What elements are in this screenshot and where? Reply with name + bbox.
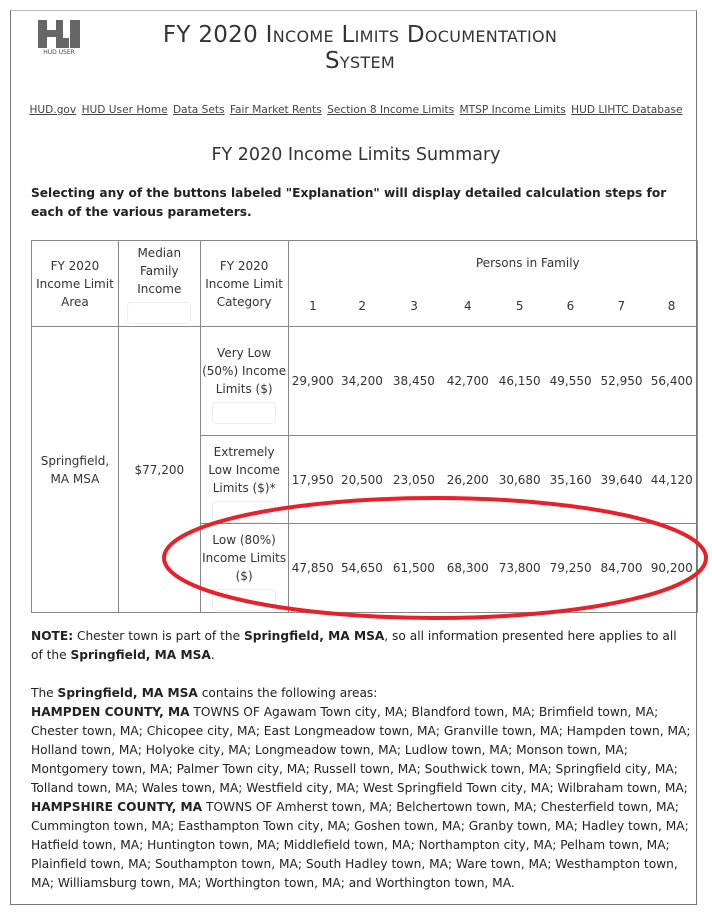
value-cell: 30,680 [495,436,545,524]
value-cell: 84,700 [597,524,647,613]
hampshire-label: HAMPSHIRE COUNTY, MA [31,800,203,814]
nav-link-data-sets[interactable]: Data Sets [172,104,225,116]
header-area: FY 2020 Income Limit Area [32,241,119,327]
income-limits-table [31,240,698,613]
title-line-2: System [324,48,396,74]
value-cell: 49,550 [545,327,597,436]
value-cell: 44,120 [647,436,698,524]
value-cell: 52,950 [597,327,647,436]
top-nav [0,104,712,116]
person-count: 7 [617,299,626,313]
value-cell: 79,250 [545,524,597,613]
persons-in-family-label: Persons in Family [475,256,580,270]
note-paragraph [31,627,691,665]
value-cell: 29,900 [288,327,337,436]
median-explanation-button[interactable] [127,302,191,324]
value-cell: 26,200 [441,436,495,524]
value-cell: 90,200 [647,524,698,613]
person-count: 4 [464,299,472,313]
hampden-towns: TOWNS OF Agawam Town city, MA; Blandford town, MA; Brimfield town, MA; Chester town, MA; Chicopee city, MA; East Longmeadow town, MA; Granville town, MA; Hampden town, MA; Holland town, MA; Holyoke city, MA; Longmeadow town, MA; Ludlow town, MA; Monson town, MA; Montgomery town, MA; Palmer Town city, MA; Russell town, MA; Southwick town, MA; Springfield city, MA; Tolland town, MA; Wales town, MA; Westfield city, MA; West Springfield Town city, MA; Wilbraham town, MA; [31,705,691,795]
extremely-low-explanation-button[interactable] [212,501,276,523]
category-extremely-low: Extremely Low Income Limits ($)* [200,436,288,524]
category-very-low: Very Low (50%) Income Limits ($) [200,327,288,436]
low-explanation-button[interactable] [212,589,276,611]
nav-link-hud-lihtc-database[interactable]: HUD LIHTC Database [571,104,683,116]
value-cell: 38,450 [387,327,441,436]
title-line-1: FY 2020 Income Limits Documentation [162,22,558,48]
header-persons [288,241,697,327]
hud-logo-icon [38,20,80,48]
note-msa: Springfield, MA MSA [70,648,211,662]
value-cell: 73,800 [495,524,545,613]
value-cell: 47,850 [288,524,337,613]
hud-user-logo[interactable] [36,20,82,58]
areas-paragraph [31,684,693,893]
nav-link-mtsp-income-limits[interactable]: MTSP Income Limits [459,104,566,116]
note-label: NOTE: [31,629,74,643]
person-count: 8 [667,299,676,313]
very-low-explanation-button[interactable] [212,402,276,424]
value-cell: 34,200 [337,327,387,436]
value-cell: 17,950 [288,436,337,524]
value-cell: 42,700 [441,327,495,436]
person-count: 3 [410,299,418,313]
nav-link-fair-market-rents[interactable]: Fair Market Rents [229,104,322,116]
value-cell: 54,650 [337,524,387,613]
median-income-cell: $77,200 [118,327,200,613]
person-count: 1 [309,299,317,313]
nav-link-hud-gov[interactable]: HUD.gov [29,104,77,116]
hampshire-towns: TOWNS OF Amherst town, MA; Belchertown town, MA; Chesterfield town, MA; Cummington town, MA; Easthampton Town city, MA; Goshen town, MA; Granby town, MA; Hadley town, MA; Hatfield town, MA; Huntington town, MA; Middlefield town, MA; Northampton city, MA; Pelham town, MA; Plainfield town, MA; Southampton town, MA; South Hadley town, MA; Ware town, MA; Westhampton town, MA; Williamsburg town, MA; Worthington town, MA; and Worthington town, MA. [31,800,689,890]
value-cell: 23,050 [387,436,441,524]
hampden-county-list [31,703,693,798]
note-text: , so all information presented here applies to all of the [31,629,677,662]
person-count: 2 [358,299,367,313]
value-cell: 68,300 [441,524,495,613]
value-cell: 46,150 [495,327,545,436]
category-low: Low (80%) Income Limits ($) [200,524,288,613]
person-count: 6 [566,299,575,313]
table-row-very-low [32,327,698,436]
intro-text: Selecting any of the buttons labeled "Explanation" will display detailed calculation steps for each of the various parameters. [31,186,667,219]
nav-link-hud-user-home[interactable]: HUD User Home [81,104,168,116]
nav-link-section8-income-limits[interactable]: Section 8 Income Limits [327,104,455,116]
value-cell: 56,400 [647,327,698,436]
value-cell: 39,640 [597,436,647,524]
area-cell: Springfield, MA MSA [32,327,119,613]
note-text: Chester town is part of the [73,629,244,643]
areas-intro: The Springfield, MA MSA contains the following areas: [31,686,378,700]
person-count: 5 [515,299,524,313]
page-title [90,22,630,74]
header-category: FY 2020 Income Limit Category [200,241,288,327]
hampden-label: HAMPDEN COUNTY, MA [31,705,190,719]
value-cell: 35,160 [545,436,597,524]
note-msa: Springfield, MA MSA [243,629,385,643]
note-text: . [210,648,215,662]
logo-caption: HUD USER [43,49,75,56]
header-median-income: Median Family Income [118,241,200,327]
person-count-row [289,299,697,313]
summary-title: FY 2020 Income Limits Summary [211,145,501,165]
value-cell: 20,500 [337,436,387,524]
hampshire-county-list [31,798,693,893]
value-cell: 61,500 [387,524,441,613]
